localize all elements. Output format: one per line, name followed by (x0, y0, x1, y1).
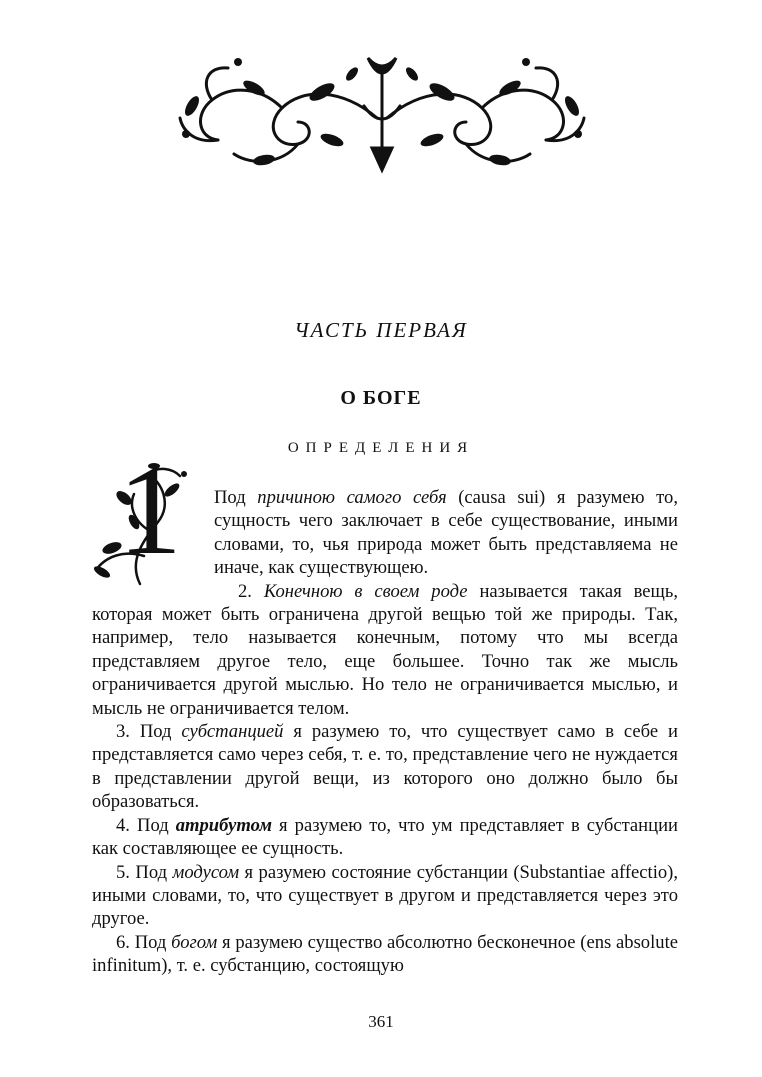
defined-term: субстанцией (181, 721, 284, 743)
definitions-text (92, 486, 678, 978)
definition-paragraph: Под причиною самого себя (causa sui) я разумею то, сущность чего заключает в себе существование, иными словами, то, чья природа может быть представляема не иначе, как существующею. (92, 486, 678, 580)
definition-paragraph: 4. Под атрибутом я разумею то, что ум представляет в субстанции как составляющее ее сущность. (92, 814, 678, 860)
defined-term: причиною самого себя (257, 487, 447, 508)
chapter-title: О БОГЕ (340, 387, 422, 409)
definition-paragraph: 5. Под модусом я разумею состояние субстанции (Substantiae affectio), иными словами, то, что существует в другом и представляется через это другое. (92, 861, 678, 930)
part-title: ЧАСТЬ ПЕРВАЯ (294, 318, 468, 342)
definition-paragraph: 2. Конечною в своем роде называется такая вещь, которая может быть ограничена другой вещью той же природы. Так, например, тело называется конечным, потому что мы всегда представляем другое тело, еще большее. Точно так же мысль ограничивается другой мыслью. Но тело не ограничивается мыслью, и мысль не ограничивается телом. (92, 580, 679, 719)
definition-paragraph: 3. Под субстанцией я разумею то, что существует само в себе и представляется само через себя, т. е. то, представление чего не нуждается в представлении другой вещи, из которого оно должно было бы образоваться. (92, 721, 678, 813)
floral-ornament-vignette (172, 48, 592, 176)
defined-term: богом (171, 931, 218, 953)
defined-term: модусом (172, 861, 240, 883)
drop-cap-space (92, 486, 214, 582)
drop-cap-letter: 1 (118, 439, 182, 581)
defined-term: атрибутом (175, 814, 272, 836)
page-number: 361 (368, 1012, 394, 1031)
section-title: ОПРЕДЕЛЕНИЯ (287, 440, 475, 456)
defined-term: Конечною в своем роде (263, 580, 468, 602)
definition-paragraph: 6. Под богом я разумею существо абсолютно бесконечное (ens absolute infinitum), т. е. субстанцию, состоящую (92, 931, 678, 977)
